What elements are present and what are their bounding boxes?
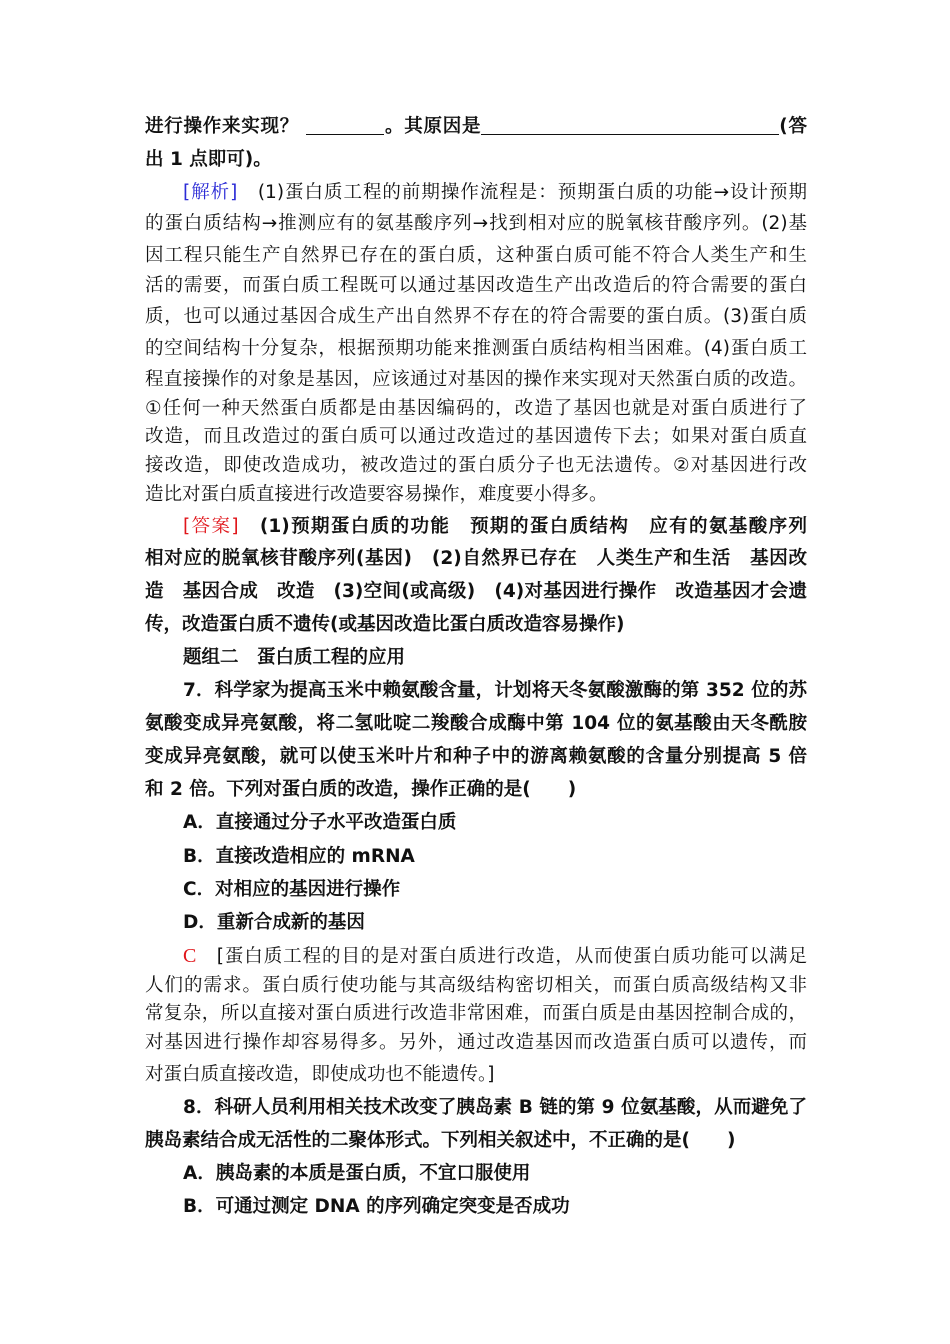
question-line: 胰岛素结合成无活性的二聚体形式。下列相关叙述中，不正确的是( ) [145, 1130, 736, 1151]
analysis-line: 造比对蛋白质直接进行改造要容易操作，难度要小得多。 [145, 484, 608, 505]
option-b: B．直接改造相应的 mRNA [183, 846, 415, 867]
question-line: 7．科学家为提高玉米中赖氨酸含量，计划将天冬氨酸激酶的第 352 位的苏 [183, 680, 807, 701]
section-heading: 题组二 蛋白质工程的应用 [183, 647, 406, 668]
analysis-line: [解析] (1)蛋白质工程的前期操作流程是：预期蛋白质的功能→设计预期 [183, 182, 807, 203]
option-a: A．直接通过分子水平改造蛋白质 [183, 812, 457, 833]
explanation-line: 对蛋白质直接改造，即使成功也不能遗传。] [145, 1064, 495, 1085]
answer-line: 造 基因合成 改造 (3)空间(或高级) (4)对基因进行操作 改造基因才会遗 [145, 581, 807, 602]
explanation-line: C [蛋白质工程的目的是对蛋白质进行改造，从而使蛋白质功能可以满足 [183, 945, 807, 967]
explanation-line: 常复杂，所以直接对蛋白质进行改造非常困难，而蛋白质是由基因控制合成的， [145, 1003, 807, 1024]
analysis-line: ①任何一种天然蛋白质都是由基因编码的，改造了基因也就是对蛋白质进行了 [145, 398, 807, 419]
analysis-line: 的蛋白质结构→推测应有的氨基酸序列→找到相对应的脱氧核苷酸序列。(2)基 [145, 213, 807, 234]
option-a: A．胰岛素的本质是蛋白质，不宜口服使用 [183, 1163, 531, 1184]
analysis-line: 质，也可以通过基因合成生产出自然界不存在的符合需要的蛋白质。(3)蛋白质 [145, 306, 807, 327]
answer-blank [481, 114, 779, 135]
question-line: 氨酸变成异亮氨酸，将二氢吡啶二羧酸合成酶中第 104 位的氨基酸由天冬酰胺 [145, 713, 807, 734]
analysis-label: [解析] [183, 182, 238, 203]
analysis-line: 的空间结构十分复杂，根据预期功能来推测蛋白质结构相当困难。(4)蛋白质工 [145, 338, 807, 359]
answer-label: [答案] [183, 516, 239, 537]
analysis-line: 因工程只能生产自然界已存在的蛋白质，这种蛋白质可能不符合人类生产和生 [145, 245, 807, 266]
analysis-line: 改造，而且改造过的蛋白质可以通过改造过的基因遗传下去；如果对蛋白质直 [145, 426, 807, 447]
analysis-line: 接改造，即使改造成功，被改造过的蛋白质分子也无法遗传。②对基因进行改 [145, 455, 807, 476]
question-line: 和 2 倍。下列对蛋白质的改造，操作正确的是( ) [145, 779, 577, 800]
answer-line: [答案] (1)预期蛋白质的功能 预期的蛋白质结构 应有的氨基酸序列 [183, 516, 807, 537]
question-line: 出 1 点即可)。 [145, 149, 272, 170]
analysis-line: 活的需要，而蛋白质工程既可以通过基因改造生产出改造后的符合需要的蛋白 [145, 275, 807, 296]
option-b: B．可通过测定 DNA 的序列确定突变是否成功 [183, 1196, 570, 1217]
explanation-line: 人们的需求。蛋白质行使功能与其高级结构密切相关，而蛋白质高级结构又非 [145, 975, 807, 996]
answer-line: 传，改造蛋白质不遗传(或基因改造比蛋白质改造容易操作) [145, 614, 625, 635]
question-line: 变成异亮氨酸，就可以使玉米叶片和种子中的游离赖氨酸的含量分别提高 5 倍 [145, 746, 807, 767]
option-c: C．对相应的基因进行操作 [183, 879, 401, 900]
analysis-line: 程直接操作的对象是基因，应该通过对基因的操作来实现对天然蛋白质的改造。 [145, 369, 807, 390]
question-line: 8．科研人员利用相关技术改变了胰岛素 B 链的第 9 位氨基酸，从而避免了 [183, 1097, 807, 1118]
explanation-line: 对基因进行操作却容易得多。另外，通过改造基因而改造蛋白质可以遗传，而 [145, 1032, 807, 1053]
answer-blank [306, 114, 384, 135]
answer-letter: C [183, 945, 197, 967]
option-d: D．重新合成新的基因 [183, 912, 365, 933]
answer-line: 相对应的脱氧核苷酸序列(基因) (2)自然界已存在 人类生产和生活 基因改 [145, 548, 807, 569]
question-line: 进行操作来实现？ 。其原因是 (答 [145, 116, 807, 137]
